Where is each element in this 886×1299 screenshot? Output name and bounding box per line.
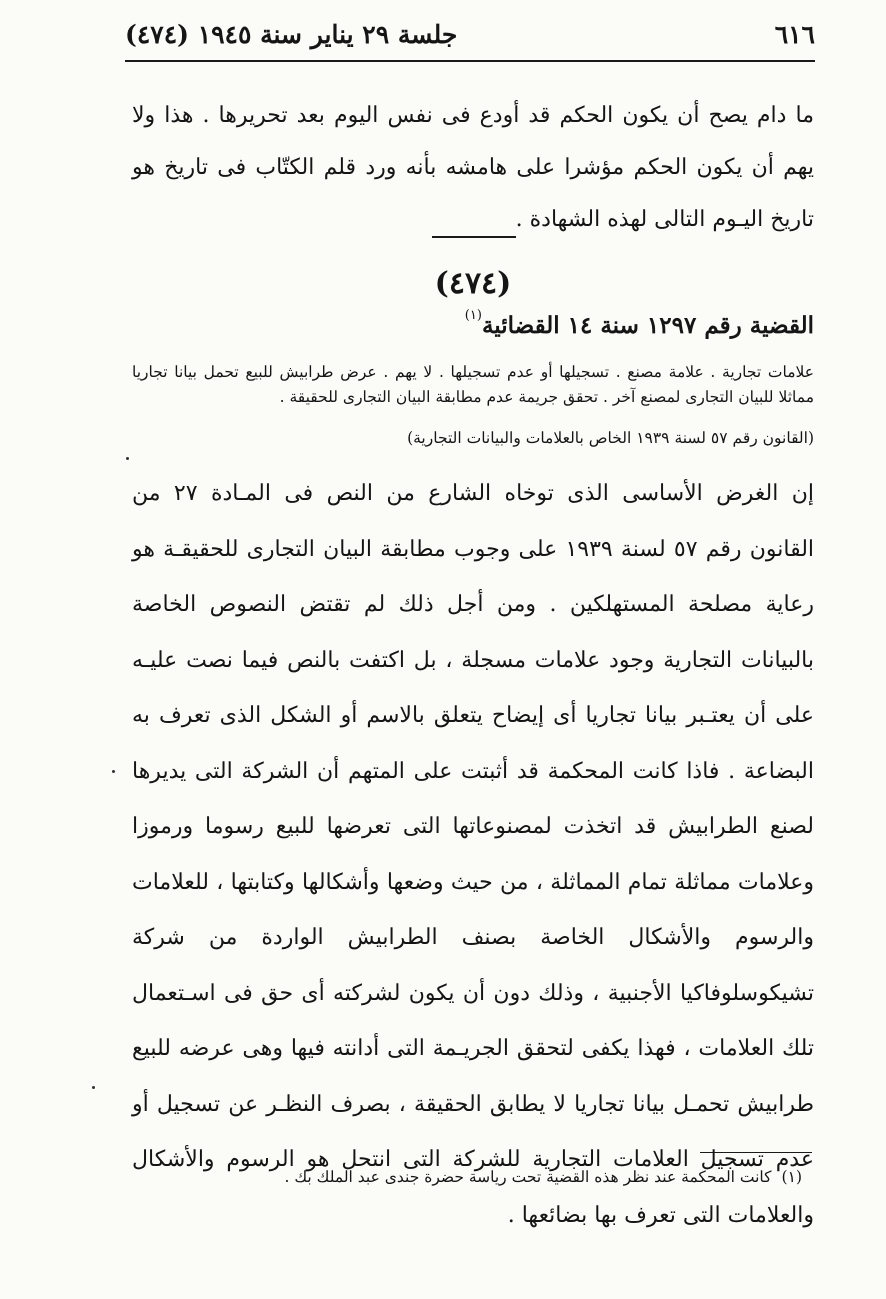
scan-speck [112, 770, 115, 773]
footnote-text: كانت المحكمة عند نظر هذه القضية تحت رياسة حضرة جندى عبد الملك بك . [284, 1168, 772, 1186]
law-reference: (القانون رقم ٥٧ لسنة ١٩٣٩ الخاص بالعلامات والبيانات التجارية) [407, 429, 814, 447]
main-paragraph: إن الغرض الأساسى الذى توخاه الشارع من النص فى المـادة ٢٧ من القانون رقم ٥٧ لسنة ١٩٣٩ على وجوب مطابقة البيان التجارى للحقيقـة هو رعاية مصلحة المستهلكين . ومن أجل ذلك لم تقتض النصوص الخاصة بالبيانات التجارية وجود علامات مسجلة ، بل اكتفت بالنص فيما نصت عليـه على أن يعتـبر بيانا تجاريا أى إيضاح يتعلق بالاسم أو الشكل الذى تعرف به البضاعة . فاذا كانت المحكمة قد أثبتت على المتهم أن الشركة التى يديرها لصنع الطرابيش قد اتخذت لمصنوعاتها التى تعرضها للبيع رسوما ورموزا وعلامات مماثلة تمام المماثلة ، من حيث وضعها وأشكالها وكتابتها ، للعلامات والرسوم والأشكال الخاصة بصنف الطرابيش الواردة من شركة تشيكوسلوفاكيا الأجنبية ، وذلك دون أن يكون لشركته أى حق فى اسـتعمال تلك العلامات ، فهذا يكفى لتحقق الجريـمة التى أدانته فيها وهى عرضه للبيع طرابيش تحمـل بيانا تجاريا لا يطابق الحقيقة ، بصرف النظـر عن تسجيل أو عدم تسجيل العلامات التجارية للشركة التى انتحل هو الرسوم والأشكال والعلامات التى تعرف بها بضائعها . [132, 481, 815, 1228]
header-rule [125, 60, 815, 62]
section-separator [432, 236, 516, 238]
intro-paragraph: ما دام يصح أن يكون الحكم قد أودع فى نفس اليوم بعد تحريرها . هذا ولا يهم أن يكون الحكم مؤشرا على هامشه بأنه ورد قلم الكتّاب فى تاريخ هو تاريخ اليـوم التالى لهذه الشهادة . [132, 103, 814, 232]
case-number: (٤٧٤) [434, 266, 512, 301]
case-summary: علامات تجارية . علامة مصنع . تسجيلها أو عدم تسجيلها . لا يهم . عرض طرابيش للبيع تحمل بيانا تجاريا مماثلا للبيان التجارى لمصنع آخر . تحقق جريمة عدم مطابقة البيان التجارى للحقيقة . [132, 363, 814, 406]
footnote-rule [700, 1152, 812, 1153]
running-header [125, 12, 815, 56]
footnote [132, 1168, 802, 1186]
page-number: ٦١٦ [774, 19, 815, 49]
case-title-text: القضية رقم ١٢٩٧ سنة ١٤ القضائية [481, 312, 814, 339]
running-title: جلسة ٢٩ يناير سنة ١٩٤٥ (٤٧٤) [125, 19, 458, 49]
scan-speck [92, 1086, 95, 1089]
footnote-number: (١) [781, 1168, 802, 1186]
footnote-reference[interactable]: (١) [464, 308, 482, 323]
scan-speck [126, 457, 129, 460]
case-title [430, 308, 814, 339]
